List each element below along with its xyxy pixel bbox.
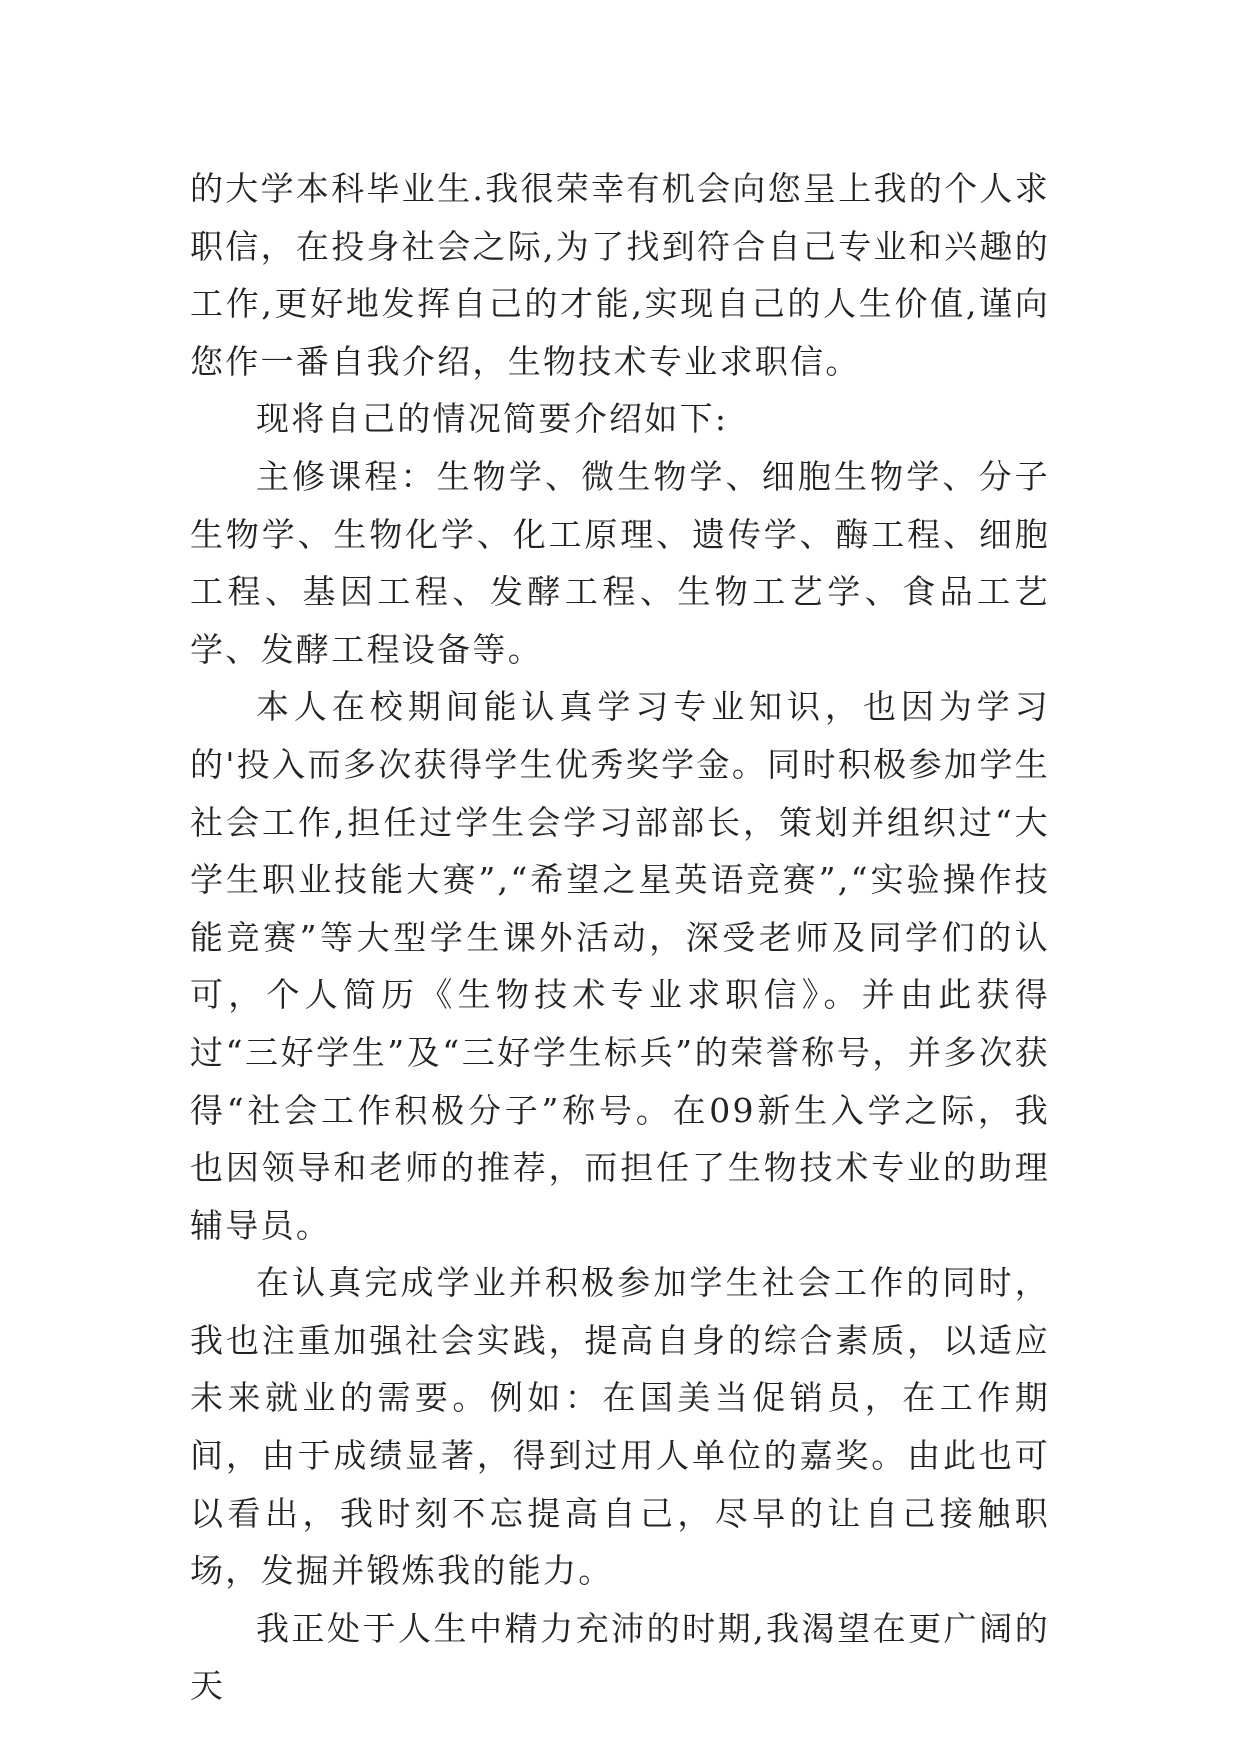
paragraph-social-practice: 在认真完成学业并积极参加学生社会工作的同时，我也注重加强社会实践，提高自身的综合素质，以适应未来就业的需要。例如：在国美当促销员，在工作期间，由于成绩显著，得到过用人单位的嘉奖。由此也可以看出，我时刻不忘提高自己，尽早的让自己接触职场，发掘并锻炼我的能力。 <box>190 1263 1050 1591</box>
paragraph-closing-start: 我正处于人生中精力充沛的时期,我渴望在更广阔的天 <box>190 1608 1050 1706</box>
paragraph-intro-continued: 的大学本科毕业生.我很荣幸有机会向您呈上我的个人求职信，在投身社会之际,为了找到符合自己专业和兴趣的工作,更好地发挥自己的才能,实现自己的人生价值,谨向您作一番自我介绍，生物技术专业求职信。 <box>190 169 1050 381</box>
paragraph-situation-intro: 现将自己的情况简要介绍如下: <box>256 399 729 439</box>
paragraph-campus-activities: 本人在校期间能认真学习专业知识，也因为学习的'投入而多次获得学生优秀奖学金。同时积极参加学生社会工作,担任过学生会学习部部长，策划并组织过“大学生职业技能大赛”,“希望之星英语竞赛”,“实验操作技能竞赛”等大型学生课外活动，深受老师及同学们的认可，个人简历《生物技术专业求职信》。并由此获得过“三好学生”及“三好学生标兵”的荣誉称号，并多次获得“社会工作积极分子”称号。在09新生入学之际，我也因领导和老师的推荐，而担任了生物技术专业的助理辅导员。 <box>190 687 1050 1245</box>
document-body <box>190 160 1050 1715</box>
paragraph-courses: 主修课程：生物学、微生物学、细胞生物学、分子生物学、生物化学、化工原理、遗传学、酶工程、细胞工程、基因工程、发酵工程、生物工艺学、食品工艺学、发酵工程设备等。 <box>190 456 1050 669</box>
